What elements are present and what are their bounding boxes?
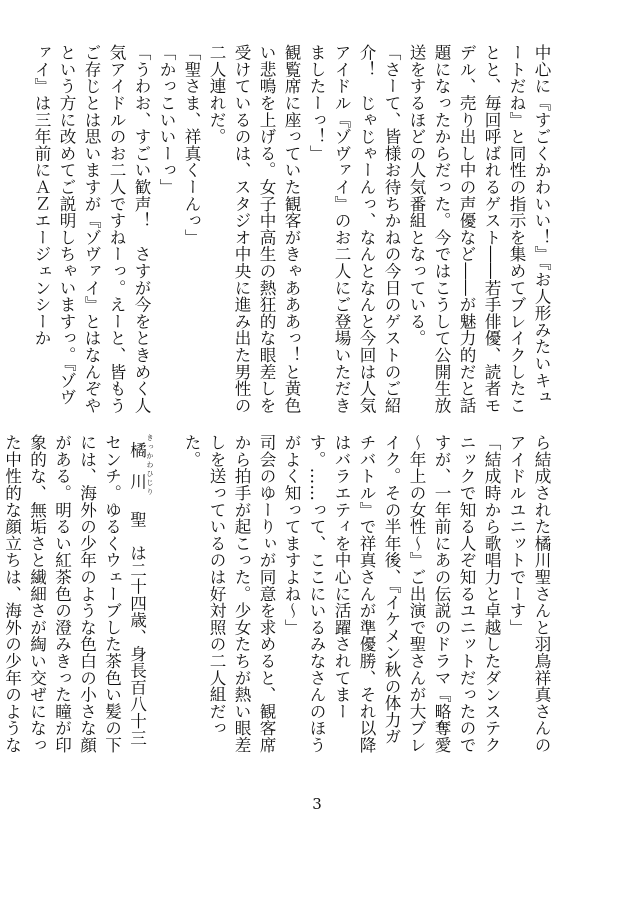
ruby-reading: きっかわひじり [146,434,154,497]
paragraph: 中心に『すごくかわいい！』『お人形みたいキュートだね』と同性の指示を集めてブレイクしたことと、毎回呼ばれるゲスト――若手俳優、読者モデル、売り出し中の声優など――が魅力的だと話題になったからだった。今ではこうして公開生放送をするほどの人気番組となっている。 [407,44,551,414]
paragraph: 「結成時から歌唱力と卓越したダンステクニックで知る人ぞ知るユニットだったのですが、一年前にあの伝説のドラマ『略奪愛 ～年上の女性～』ご出演で聖さんが大ブレイク。その半年後、『イケメン秋の体力ガチバトル』で祥真さんが準優勝、それ以降はバラエティを中心に活躍されてまーす。……って、ここにいるみなさんのほうがよく知ってますよね～」 [282,434,501,771]
paragraph: ら結成された橘川聖さんと羽鳥祥真さんのアイドルユニットでーす」 [507,434,551,754]
paragraph: 司会のゆーりぃが同意を求めると、観客席から拍手が起こった。少女たちが熱い眼差しを送っているのは好対照の二人組だった。 [182,434,276,754]
body-text-upper [32,44,554,419]
paragraph: 「うわお、すごい歓声！ さすが今をときめく人気アイドルのお二人ですねーっ。えーと、皆もうご存じとは思いますが『ゾヴァイ』とはなんぞやという方に改めてご説明しちゃいますっ。『ゾヴァイ』は三年前にＡＺエージェンシーか [32,44,151,414]
page-number: 3 [312,795,322,813]
paragraph: 「さーて、皆様お待ちかねの今日のゲストのご紹介！ じゃじゃーんっ、なんとなんと今回は人気アイドル『ゾヴァイ』のお二人にご登場いただきましたーっ！」 [307,44,401,414]
paragraph: 橘川 きっかわひじり 聖 は二十四歳、身長百八十三センチ。ゆるくウェーブした茶色い髪の下には、海外の少年のような色白の小さな顔がある。明るい紅茶色の澄みきった瞳が印象的な、無垢さと繊細さが綯い交ぜになった中性的な顔立ちは、海外の少年のような [2,434,154,754]
paragraph: 観覧席に座っていた観客がきゃあああっ！と黄色い悲鳴を上げる。女子中高生の熱狂的な眼差しを受けているのは、スタジオ中央に進み出た男性の二人連れだ。 [207,44,301,414]
blank-line [154,434,179,754]
ruby-name: 橘川 きっかわひじり [127,434,154,497]
paragraph: 「かっこいいーっ」 [157,44,176,196]
body-text-lower [2,434,554,771]
paragraph: 「聖さま、祥真くーんっ」 [182,44,201,246]
